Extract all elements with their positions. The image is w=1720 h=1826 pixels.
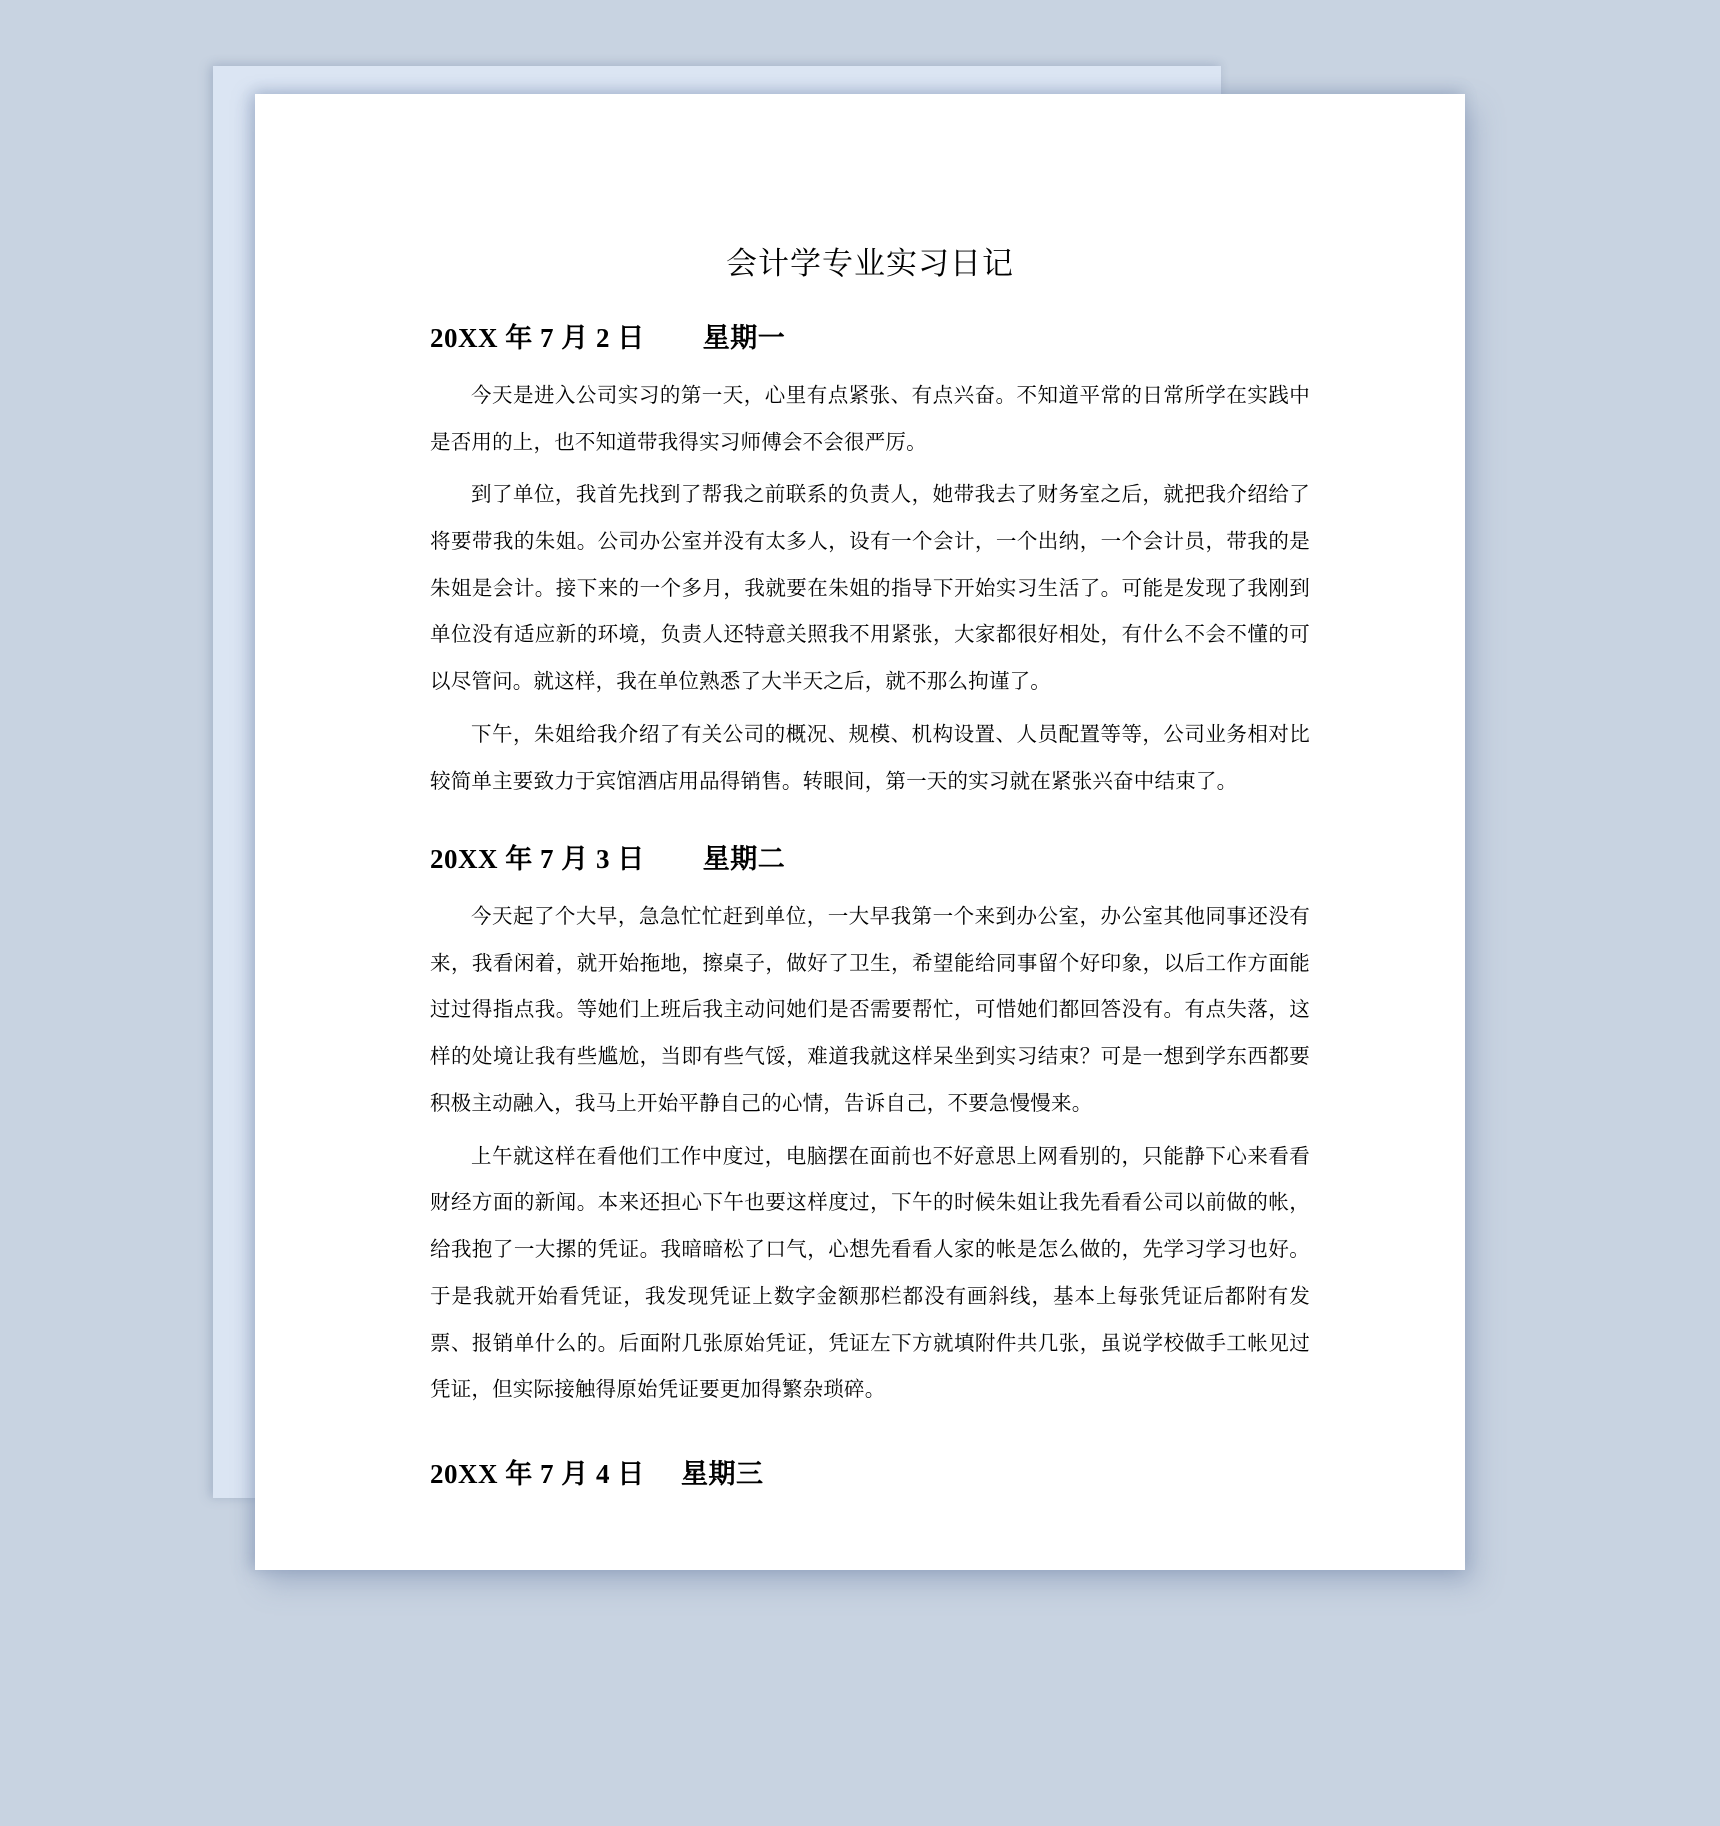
- date-heading-entry-1: 20XX 年 7 月 2 日 星期一: [430, 323, 786, 354]
- document-body: [430, 244, 1310, 1494]
- paragraph-entry-1-2: 到了单位，我首先找到了帮我之前联系的负责人，她带我去了财务室之后，就把我介绍给了将要带我的朱姐。公司办公室并没有太多人，设有一个会计，一个出纳，一个会计员，带我的是朱姐是会计。接下来的一个多月，我就要在朱姐的指导下开始实习生活了。可能是发现了我刚到单位没有适应新的环境，负责人还特意关照我不用紧张，大家都很好相处，有什么不会不懂的可以尽管问。就这样，我在单位熟悉了大半天之后，就不那么拘谨了。: [430, 484, 1310, 694]
- date-heading-entry-3: 20XX 年 7 月 4 日 星期三: [430, 1458, 764, 1489]
- page-title: 会计学专业实习日记: [726, 246, 1014, 281]
- paragraph-entry-2-1: 今天起了个大早，急急忙忙赶到单位，一大早我第一个来到办公室，办公室其他同事还没有来，我看闲着，就开始拖地，擦桌子，做好了卫生，希望能给同事留个好印象，以后工作方面能过过得指点我。等她们上班后我主动问她们是否需要帮忙，可惜她们都回答没有。有点失落，这样的处境让我有些尴尬，当即有些气馁，难道我就这样呆坐到实习结束？可是一想到学东西都要积极主动融入，我马上开始平静自己的心情，告诉自己，不要急慢慢来。: [430, 905, 1310, 1115]
- date-heading-entry-2: 20XX 年 7 月 3 日 星期二: [430, 844, 786, 875]
- paragraph-entry-2-2: 上午就这样在看他们工作中度过，电脑摆在面前也不好意思上网看别的，只能静下心来看看财经方面的新闻。本来还担心下午也要这样度过，下午的时候朱姐让我先看看公司以前做的帐，给我抱了一大摞的凭证。我暗暗松了口气，心想先看看人家的帐是怎么做的，先学习学习也好。于是我就开始看凭证，我发现凭证上数字金额那栏都没有画斜线，基本上每张凭证后都附有发票、报销单什么的。后面附几张原始凭证，凭证左下方就填附件共几张，虽说学校做手工帐见过凭证，但实际接触得原始凭证要更加得繁杂琐碎。: [430, 1145, 1310, 1402]
- document-page: [255, 94, 1465, 1570]
- paragraph-entry-1-1: 今天是进入公司实习的第一天，心里有点紧张、有点兴奋。不知道平常的日常所学在实践中是否用的上，也不知道带我得实习师傅会不会很严厉。: [430, 384, 1310, 454]
- paragraph-entry-1-3: 下午，朱姐给我介绍了有关公司的概况、规模、机构设置、人员配置等等，公司业务相对比较简单主要致力于宾馆酒店用品得销售。转眼间，第一天的实习就在紧张兴奋中结束了。: [430, 723, 1310, 793]
